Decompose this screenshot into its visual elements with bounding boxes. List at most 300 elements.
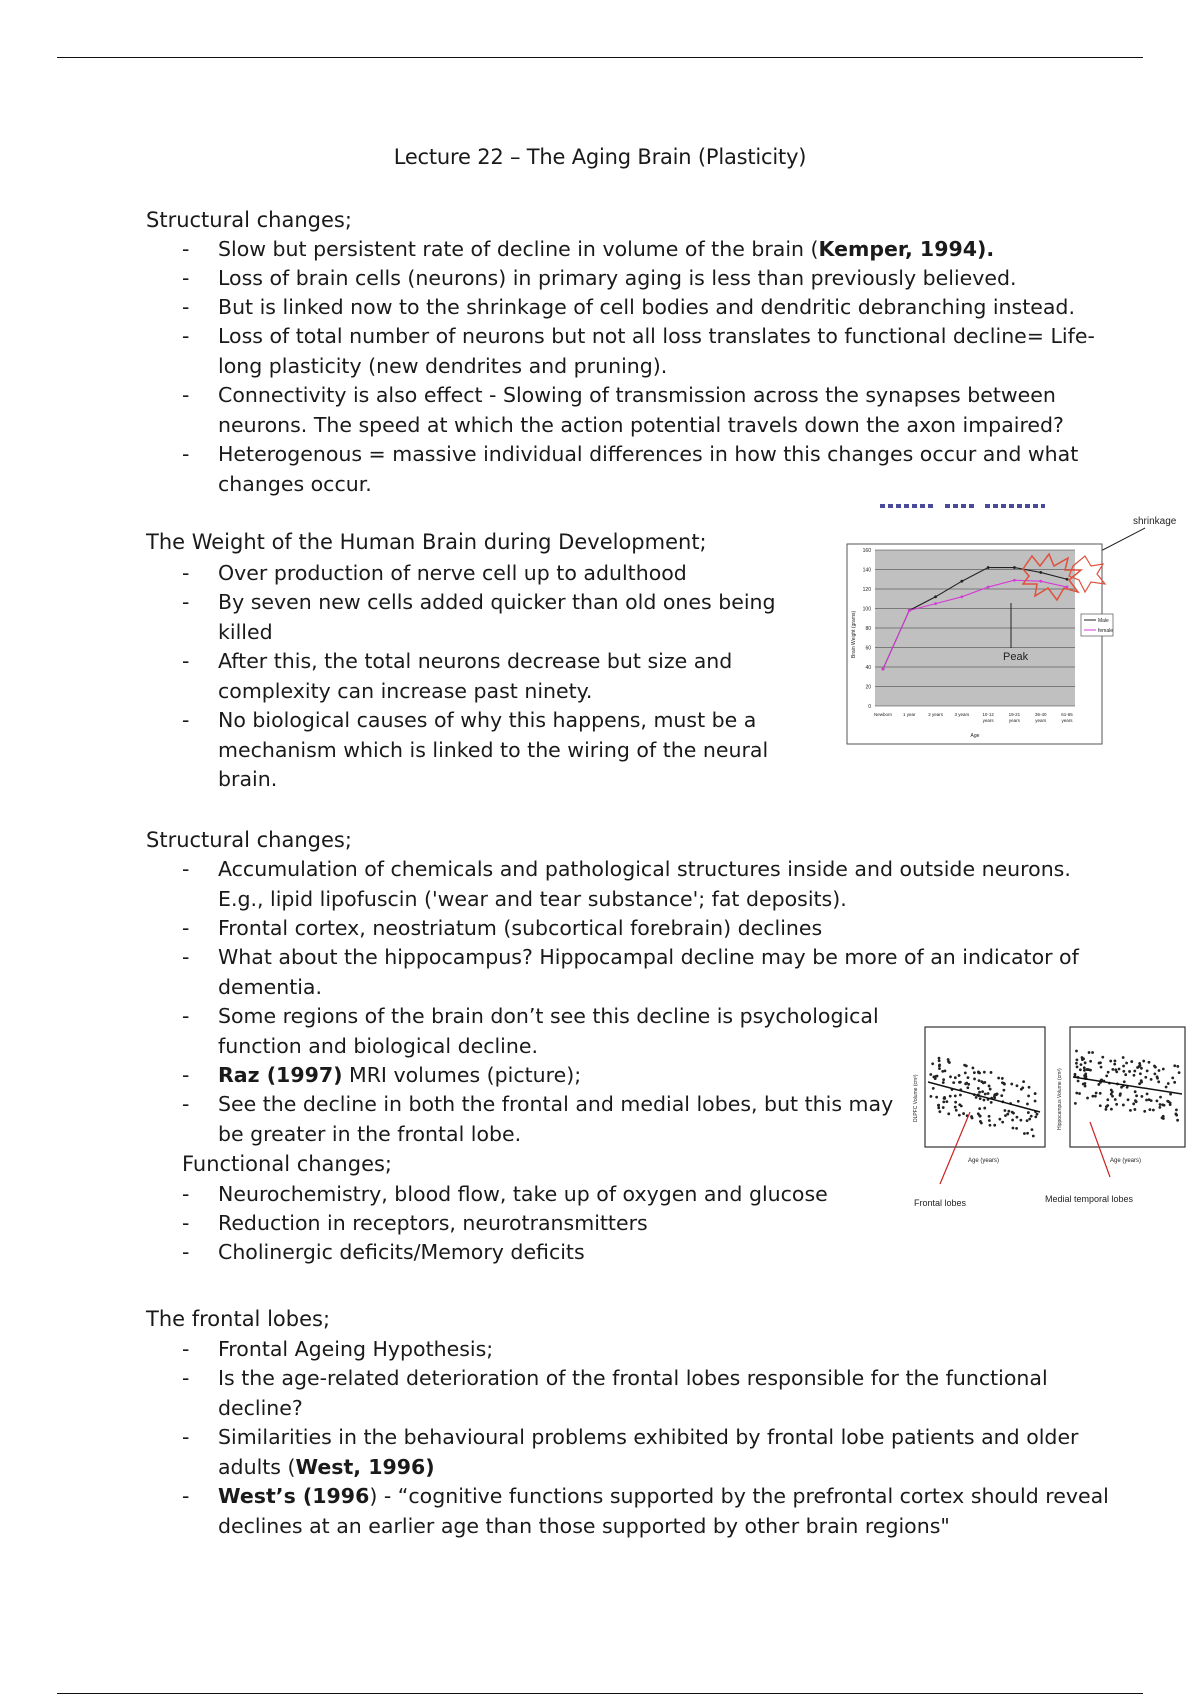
list-item [218,1364,1048,1423]
list-item [218,1238,585,1268]
frontal-y-label: DLPFC Volume (cm³) [913,1074,919,1122]
y-axis-label: Brain Weight (grams) [851,610,857,658]
scatter-point [930,1095,933,1098]
bullet-text: decline? [218,1395,303,1420]
scatter-point [938,1059,941,1062]
scatter-point [1166,1100,1169,1103]
scatter-point [947,1112,950,1115]
scatter-point [1016,1116,1019,1119]
scatter-point [1006,1113,1009,1116]
scatter-point [954,1106,957,1109]
bullet-text: ) - “cognitive functions supported by the prefrontal cortex should reveal [369,1484,1109,1508]
scatter-point [1152,1109,1155,1112]
scatter-point [958,1074,961,1077]
scatter-point [938,1110,941,1113]
scatter-point [958,1103,961,1106]
y-tick-label: 20 [865,684,871,691]
page-title: Lecture 22 – The Aging Brain (Plasticity) [393,145,807,169]
scatter-point [1110,1108,1113,1111]
scatter-point [1133,1108,1136,1111]
scatter-point [1028,1086,1031,1089]
scatter-point [997,1077,1000,1080]
scatter-point [1012,1127,1015,1130]
scatter-point [1082,1083,1085,1086]
list-item [218,235,994,265]
scatter-point [937,1106,940,1109]
list-item [218,264,1017,294]
scatter-point [966,1086,969,1089]
bottom-rule [57,1693,1143,1694]
data-point [1039,580,1042,583]
scatter-point [949,1095,952,1098]
x-tick-label-line2: years [1061,718,1073,723]
scatter-point [938,1057,941,1060]
scatter-point [1158,1069,1161,1072]
scatter-point [970,1115,973,1118]
bullet-text: neurons. The speed at which the action potential travels down the axon impaired? [218,412,1064,437]
scatter-point [1031,1128,1034,1131]
scatter-point [1173,1064,1176,1067]
bullet-text: brain. [218,767,278,791]
scatter-point [1159,1103,1162,1106]
scatter-point [1167,1082,1170,1085]
scatter-point [1028,1118,1031,1121]
scatter-point [1083,1066,1086,1069]
scatter-point [1106,1098,1109,1101]
scatter-point [1114,1098,1117,1101]
scatter-point [1101,1056,1104,1059]
scatter-point [954,1076,957,1079]
scatter-point [1146,1070,1149,1073]
scatter-point [1111,1068,1114,1071]
bullet-text: killed [218,619,273,644]
scatter-point [983,1071,986,1074]
bullet-text: Over production of nerve cell up to adulthood [218,561,687,585]
scatter-point [1095,1092,1098,1095]
scatter-point [1083,1069,1086,1072]
scatter-point [954,1095,957,1098]
scatter-point [1075,1092,1078,1095]
scatter-point [1089,1060,1092,1063]
scatter-point [1083,1074,1086,1077]
scatter-point [1011,1111,1014,1114]
hippocampus-x-label: Age (years) [1110,1158,1142,1164]
scatter-point [1133,1074,1136,1077]
scatter-point [1091,1095,1094,1098]
scatter-point [1135,1094,1138,1097]
scatter-point [1134,1090,1137,1093]
scatter-point [1076,1065,1079,1068]
scatter-point [984,1093,987,1096]
scatter-point [1173,1081,1176,1084]
data-point [934,602,937,605]
scatter-point [1026,1132,1029,1135]
scatter-point [1156,1077,1159,1080]
scatter-point [954,1101,957,1104]
bullet-text: Reduction in receptors, neurotransmitters [218,1211,648,1235]
data-point [987,586,990,589]
scatter-point [1122,1056,1125,1059]
scatter-point [1157,1080,1160,1083]
scatter-point [978,1079,981,1082]
scatter-point [931,1062,934,1065]
scatter-point [975,1096,978,1099]
top-rule [57,57,1143,58]
scatter-point [988,1119,991,1122]
scatter-point [1138,1062,1141,1065]
list-item [218,559,687,589]
scatter-point [972,1067,975,1070]
list-item [218,1335,493,1365]
scatter-point [1176,1119,1179,1122]
scatter-point [1142,1060,1145,1063]
list-item [218,1180,828,1210]
scatter-point [1154,1066,1157,1069]
scatter-point [1111,1090,1114,1093]
list-item [218,1423,1079,1482]
scatter-point [1084,1085,1087,1088]
scatter-point [1030,1115,1033,1118]
scatter-point [1139,1072,1142,1075]
scatter-point [1134,1099,1137,1102]
y-tick-label: 0 [868,704,871,710]
scatter-point [1017,1100,1020,1103]
scatter-point [983,1099,986,1102]
scatter-point [1140,1067,1143,1070]
bullet-text: complexity can increase past ninety. [218,678,593,703]
data-point [1066,578,1069,581]
bullet-text: Similarities in the behavioural problems exhibited by frontal lobe patients and older [218,1425,1079,1449]
scatter-point [988,1115,991,1118]
scatter-point [942,1078,945,1081]
list-item [218,1209,648,1239]
scatter-point [1026,1119,1029,1122]
scatter-point [1120,1086,1123,1089]
scatter-point [1122,1070,1125,1073]
y-tick-label: 120 [862,587,871,593]
scatter-point [1078,1092,1081,1095]
frontal-x-label: Age (years) [968,1158,1000,1164]
scatter-point [1074,1102,1077,1105]
scatter-point [1133,1070,1136,1073]
scatter-point [943,1096,946,1099]
scatter-point [1075,1050,1078,1053]
bullet-text: changes occur. [218,471,372,496]
scatter-point [978,1114,981,1117]
shrinkage-annotation: shrinkage [1133,516,1177,527]
scatter-point [1079,1068,1082,1071]
x-tick-label-line2: years [982,718,994,723]
scatter-point [1119,1094,1122,1097]
bullet-citation: West’s (1996 [218,1484,370,1508]
scatter-point [1076,1058,1079,1061]
data-point [1013,566,1016,569]
scatter-point [1156,1099,1159,1102]
bullet-text: After this, the total neurons decrease but size and [218,649,733,673]
bullet-citation: Raz (1997) [218,1063,343,1087]
scatter-point [1004,1114,1007,1117]
bullet-text: But is linked now to the shrinkage of cell bodies and dendritic debranching instead. [218,295,1075,319]
scatter-point [1026,1103,1029,1106]
bullet-text: No biological causes of why this happens, must be a [218,708,757,732]
scatter-point [938,1063,941,1066]
y-tick-label: 140 [862,567,871,574]
scatter-point [1001,1121,1004,1124]
scatter-point [1161,1103,1164,1106]
bullet-text: function and biological decline. [218,1033,538,1058]
scatter-point [982,1081,985,1084]
bullet-text: declines at an earlier age than those supported by other brain regions" [218,1513,950,1538]
scatter-point [977,1071,980,1074]
scatter-point [1099,1104,1102,1107]
bullet-text: long plasticity (new dendrites and pruning). [218,353,668,378]
scatter-point [978,1107,981,1110]
scatter-point [1077,1080,1080,1083]
scatter-point [1091,1051,1094,1054]
scatter-point [942,1106,945,1109]
scatter-point [1016,1084,1019,1087]
scatter-point [1081,1056,1084,1059]
x-tick-label: 19-21 [1008,712,1021,717]
y-tick-label: 80 [865,626,871,632]
y-tick-label: 160 [862,548,871,554]
scatter-point [1175,1108,1178,1111]
scatter-point [1125,1062,1128,1065]
scatter-point [1150,1099,1153,1102]
scatter-point [962,1112,965,1115]
scatter-point [1114,1068,1117,1071]
scatter-point [1075,1062,1078,1065]
scatter-point [1122,1065,1125,1068]
scatter-point [1007,1110,1010,1113]
bullet-text: Heterogenous = massive individual differences in how this changes occur and what [218,442,1079,466]
x-tick-label: Newborn [873,712,893,717]
data-point [960,595,963,598]
scatter-point [998,1118,1001,1121]
peak-annotation: Peak [1003,651,1029,663]
scatter-point [1034,1100,1037,1103]
scatter-point [1169,1103,1172,1106]
scatter-point [983,1107,986,1110]
scatter-point [980,1122,983,1125]
scatter-point [1118,1068,1121,1071]
bullet-citation: West, 1996) [295,1454,435,1479]
bullet-text: Accumulation of chemicals and pathological structures inside and outside neurons. [218,857,1071,881]
list-item [218,293,1075,323]
list-item [218,706,768,795]
bullet-text: be greater in the frontal lobe. [218,1121,522,1146]
scatter-point [1113,1063,1116,1066]
data-point [960,580,963,583]
bullet-text: Cholinergic deficits/Memory deficits [218,1240,585,1264]
scatter-point [1100,1066,1103,1069]
scatter-point [958,1114,961,1117]
raz-mri-scatter-figure [900,1022,1190,1222]
scatter-point [1148,1061,1151,1064]
scatter-point [989,1088,992,1091]
scatter-point [1003,1089,1006,1092]
data-point [1013,579,1016,582]
scatter-point [1036,1113,1039,1116]
scatter-point [944,1069,947,1072]
bullet-text: mechanism which is linked to the wiring of the neural [218,737,769,762]
scatter-point [959,1081,962,1084]
scatter-point [937,1104,940,1107]
scatter-point [952,1081,955,1084]
bullet-text: See the decline in both the frontal and medial lobes, but this may [218,1092,894,1116]
scatter-point [1034,1092,1037,1095]
scatter-point [932,1087,935,1090]
scatter-point [1088,1051,1091,1054]
scatter-point [1080,1063,1083,1066]
scatter-point [1130,1060,1133,1063]
scatter-point [1146,1092,1149,1095]
list-item [218,914,822,944]
scatter-point [964,1071,967,1074]
scatter-point [1144,1076,1147,1079]
scatter-point [1097,1083,1100,1086]
scatter-point [1122,1104,1125,1107]
list-item [218,381,1064,440]
scatter-point [1150,1078,1153,1081]
scatter-point [977,1087,980,1090]
list-item [218,588,776,647]
scatter-point [1138,1065,1141,1068]
y-tick-label: 100 [862,606,871,613]
brain-weight-chart [835,500,1190,750]
scatter-point [1107,1071,1110,1074]
scatter-point [993,1124,996,1127]
bullet-text: Neurochemistry, blood flow, take up of oxygen and glucose [218,1182,828,1206]
scatter-point [1162,1068,1165,1071]
scatter-point [1140,1095,1143,1098]
scatter-point [1027,1095,1030,1098]
list-item [218,943,1079,1002]
y-tick-label: 40 [865,665,871,671]
scatter-point [979,1097,982,1100]
scatter-point [1027,1111,1030,1114]
scatter-point [1171,1077,1174,1080]
scatter-point [990,1071,993,1074]
functional-changes-heading: Functional changes; [182,1152,392,1176]
scatter-point [967,1076,970,1079]
scatter-point [1153,1073,1156,1076]
scatter-point [1074,1073,1077,1076]
scatter-point [938,1067,941,1070]
scatter-point [932,1076,935,1079]
section-heading-frontal-lobes: The frontal lobes; [146,1307,331,1331]
scatter-point [1128,1070,1131,1073]
scatter-point [1011,1119,1014,1122]
bullet-text: dementia. [218,974,323,999]
scatter-point [1004,1109,1007,1112]
bullet-text: Is the age-related deterioration of the frontal lobes responsible for the functional [218,1366,1048,1390]
scatter-point [1176,1065,1179,1068]
scatter-point [1001,1077,1004,1080]
x-tick-label: 2 years [928,712,943,717]
scatter-point [955,1109,958,1112]
bullet-text: E.g., lipid lipofuscin ('wear and tear substance'; fat deposits). [218,886,847,911]
scatter-point [1143,1110,1146,1113]
scatter-point [990,1101,993,1104]
scatter-point [1159,1096,1162,1099]
x-tick-label: 61-65 [1061,712,1073,717]
scatter-point [1032,1135,1035,1138]
scatter-point [973,1078,976,1081]
scatter-point [1019,1119,1022,1122]
data-point [987,566,990,569]
scatter-point [1123,1080,1126,1083]
scatter-point [959,1094,962,1097]
scatter-point [1109,1060,1112,1063]
list-item [218,855,1071,914]
list-item [218,322,1095,381]
scatter-point [965,1065,968,1068]
scatter-point [1084,1061,1087,1064]
scatter-point [996,1093,999,1096]
scatter-point [1145,1099,1148,1102]
bullet-text: Loss of brain cells (neurons) in primary aging is less than previously believed. [218,266,1017,290]
list-item [218,1002,879,1061]
scatter-point [1127,1098,1130,1101]
legend-female-label: female [1098,628,1114,634]
scatter-point [1105,1074,1108,1077]
scatter-point [988,1085,991,1088]
scatter-point [1158,1106,1161,1109]
scatter-point [1003,1083,1006,1086]
bullet-text: Loss of total number of neurons but not all loss translates to functional decline= Life- [218,324,1095,348]
x-tick-label: 3 years [954,712,970,717]
legend-male-label: Male [1098,618,1109,624]
x-axis-label: Age [970,733,980,739]
x-tick-label-line2: years [1008,718,1020,723]
x-tick-label: 36-40 [1034,712,1047,717]
bullet-text: adults ( [218,1454,296,1479]
scatter-point [1000,1094,1003,1097]
list-item [218,1061,581,1091]
data-point [882,668,885,671]
list-item [218,1090,893,1149]
list-item [218,647,732,706]
scatter-point [989,1124,992,1127]
bullet-text: Slow but persistent rate of decline in volume of the brain ( [218,237,819,261]
scatter-point [949,1075,952,1078]
scatter-point [947,1058,950,1061]
bullet-text: Some regions of the brain don’t see this decline is psychological [218,1004,879,1028]
scatter-point [1169,1093,1172,1096]
frontal-scatter-frame [925,1027,1045,1147]
scatter-point [1020,1088,1023,1091]
section-heading-structural-2: Structural changes; [146,828,352,852]
scatter-point [1129,1109,1132,1112]
bullet-text: Connectivity is also effect - Slowing of transmission across the synapses between [218,383,1056,407]
scatter-point [1099,1092,1102,1095]
x-tick-label-line2: years [1035,718,1047,723]
scatter-point [1162,1115,1165,1118]
data-point [934,595,937,598]
bullet-text: Frontal cortex, neostriatum (subcortical forebrain) declines [218,916,823,940]
scatter-point [1124,1073,1127,1076]
x-tick-label: 1 year [903,712,916,717]
scatter-point [1010,1083,1013,1086]
scatter-point [935,1096,938,1099]
x-tick-label: 10-12 [982,712,994,717]
scatter-point [1165,1086,1168,1089]
list-item [218,440,1078,499]
scatter-point [1034,1115,1037,1118]
data-point [1039,571,1042,574]
y-tick-label: 60 [865,645,871,652]
